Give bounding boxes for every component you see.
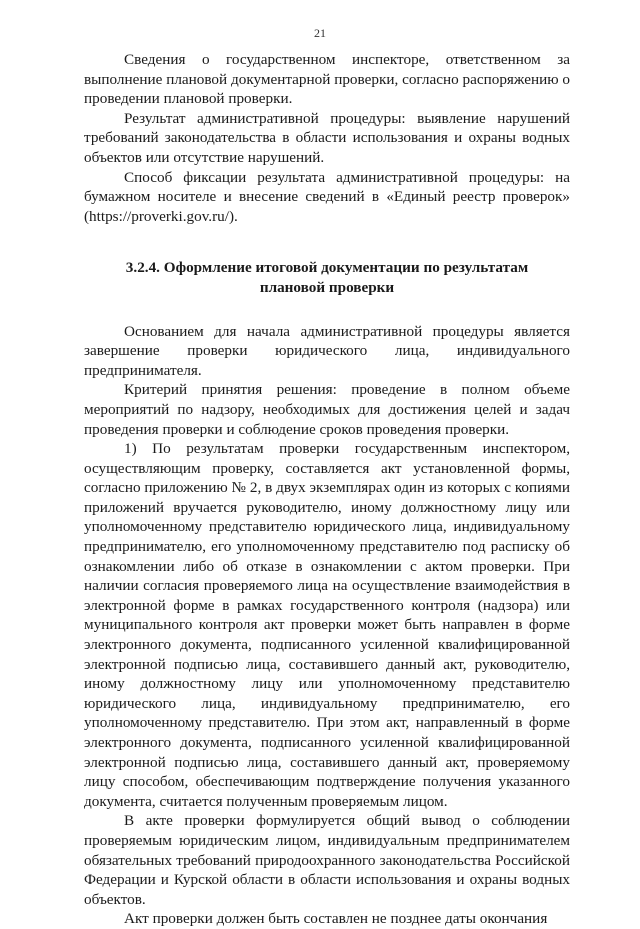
page-number: 21 [314,26,326,40]
paragraph-inspection-act: 1) По результатам проверки государственным инспектором, осуществляющим проверку, составляется акт установленной формы, согласно приложению № 2, в двух экземплярах один из которых с копиями приложений вручается руководителю, иному должностному лицу или уполномоченному представителю юридического лица, индивидуальному предпринимателю, его уполномоченному представителю под расписку об ознакомлении либо об отказе в ознакомлении с актом проверки. При наличии согласия проверяемого лица на осуществление взаимодействия в электронной форме в рамках государственного контроля (надзора) или муниципального контроля акт проверки может быть направлен в форме электронного документа, подписанного усиленной квалифицированной электронной подписью лица, составившего данный акт, руководителю, иному должностному лицу или уполномоченному представителю юридического лица, индивидуальному предпринимателю, его уполномоченному представителю. При этом акт, направленный в форме электронного документа, подписанного усиленной квалифицированной электронной подписью лица, составившего данный акт, проверяемому лицу способом, обеспечивающим подтверждение получения указанного документа, считается полученным проверяемым лицом. [84,440,570,810]
paragraph-decision-criterion: Критерий принятия решения: проведение в полном объеме мероприятий по надзору, необходимых для достижения целей и задач проведения проверки и соблюдение сроков проведения проверки. [84,381,570,438]
paragraph-act-deadline: Акт проверки должен быть составлен не позднее даты окончания [124,910,548,928]
document-body [84,50,570,929]
paragraph-recording-method: Способ фиксации результата административной процедуры: на бумажном носителе и внесение сведений в «Единый реестр проверок» (https://proverki.gov.ru/). [84,168,570,225]
paragraph-procedure-result: Результат административной процедуры: выявление нарушений требований законодательства в области использования и охраны водных объектов или отсутствие нарушений. [84,109,570,166]
paragraph-inspector-info: Сведения о государственном инспекторе, ответственном за выполнение плановой документарной проверки, согласно распоряжению о проведении плановой проверки. [84,51,570,108]
section-heading: 3.2.4. Оформление итоговой документации по результатам плановой проверки [125,259,529,296]
paragraph-procedure-basis: Основанием для начала административной процедуры является завершение проверки юридического лица, индивидуального предпринимателя. [84,322,570,379]
paragraph-act-conclusion: В акте проверки формулируется общий вывод о соблюдении проверяемым юридическим лицом, индивидуальным предпринимателем обязательных требований природоохранного законодательства Российской Федерации и Курской области в области использования и охраны водных объектов. [84,812,570,908]
